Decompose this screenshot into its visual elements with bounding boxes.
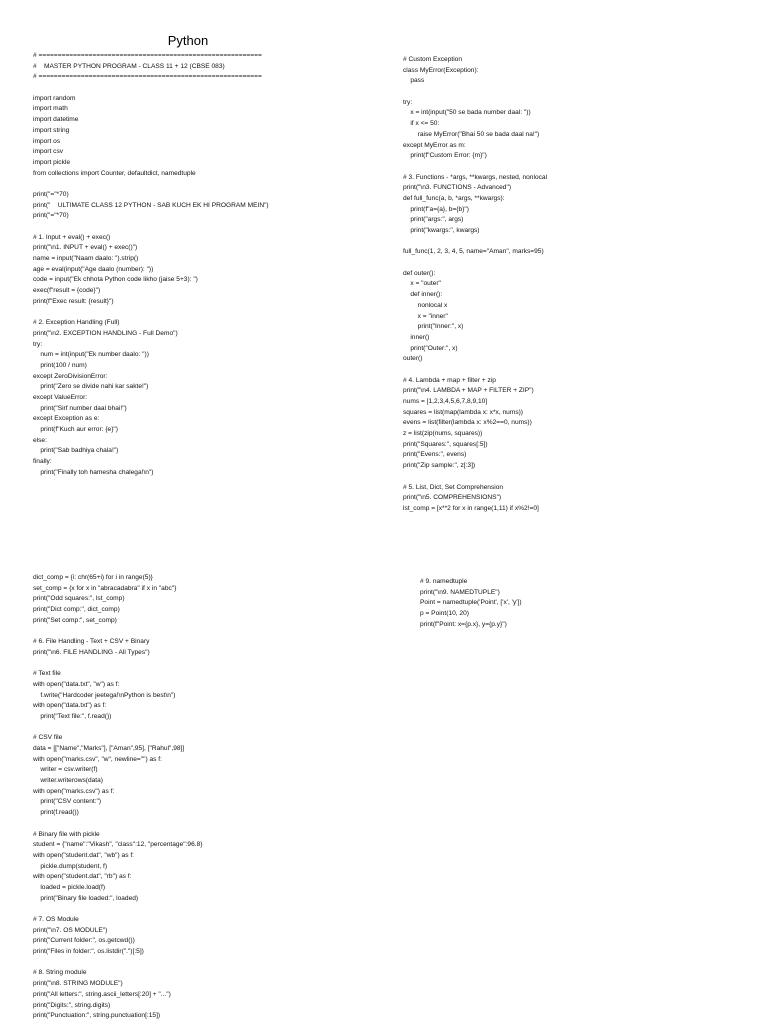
code-line <box>403 365 547 376</box>
code-line: print("kwargs:", kwargs) <box>403 227 480 234</box>
code-line: x = int(input("50 se bada number daal: ")) <box>403 109 531 117</box>
code-line: from collections import Counter, defaultdict, namedtuple <box>33 169 196 177</box>
code-line: exec(f"result = {code}") <box>33 287 101 295</box>
code-line: print("args:", args) <box>403 216 464 224</box>
code-line: with open("student.dat", "rb") as f: <box>33 873 132 881</box>
code-line: import csv <box>33 148 64 156</box>
code-line: squares = list(map(lambda x: x*x, nums)) <box>403 408 524 416</box>
code-line: print("Text file:", f.read()) <box>33 712 112 720</box>
code-line: age = eval(input("Age daalo (number): ")) <box>33 265 154 273</box>
code-line: nums = [1,2,3,4,5,6,7,8,9,10] <box>403 398 488 405</box>
code-line: print("\n8. STRING MODULE") <box>33 980 123 988</box>
code-line: print(f"Point: x={p.x}, y={p.y}") <box>420 620 507 628</box>
code-line: print("\n6. FILE HANDLING - All Types") <box>33 648 150 656</box>
code-line: print("Sab badhiya chala!") <box>33 447 119 455</box>
code-line <box>33 626 202 637</box>
code-line: writer = csv.writer(f) <box>33 766 98 774</box>
code-line: dict_comp = {i: chr(65+i) for i in range(5)} <box>33 574 153 581</box>
code-line: loaded = pickle.load(f) <box>33 883 106 891</box>
code-line: # 6. File Handling - Text + CSV + Binary <box>33 638 150 646</box>
code-line: import math <box>33 105 68 113</box>
code-line: # CSV file <box>33 734 63 742</box>
code-line: # 4. Lambda + map + filter + zip <box>403 376 496 384</box>
code-line: except MyError as m: <box>403 141 466 149</box>
code-line: print("Sirf number daal bhai!") <box>33 404 127 412</box>
code-line: def full_func(a, b, *args, **kwargs): <box>403 194 505 202</box>
code-line <box>33 723 202 734</box>
code-line: print("Inner:", x) <box>403 323 464 331</box>
code-line: evens = list(filter(lambda x: x%2==0, nums)) <box>403 419 532 427</box>
code-line: x = "inner" <box>403 312 448 320</box>
code-line: print("\n3. FUNCTIONS - Advanced") <box>403 184 512 192</box>
code-line: except ValueError: <box>33 394 88 401</box>
code-line: import os <box>33 137 61 145</box>
code-line <box>33 83 269 94</box>
code-line: try: <box>403 98 413 106</box>
code-line: # ========================================================== <box>33 52 262 59</box>
code-line: set_comp = {x for x in "abracadabra" if x in "abc"} <box>33 584 177 592</box>
code-line <box>403 258 547 269</box>
code-line: with open("data.txt") as f: <box>33 702 107 710</box>
code-line: else: <box>33 436 47 444</box>
page-title: Python <box>167 33 209 48</box>
code-line: nonlocal x <box>403 301 448 309</box>
code-line: print("All letters:", string.ascii_letters[:20] + "...") <box>33 990 171 998</box>
code-line: # ========================================================== <box>33 73 262 81</box>
code-line: print(f"Custom Error: {m}") <box>403 152 487 160</box>
code-line: # 5. List, Dict, Set Comprehension <box>403 483 504 491</box>
code-line: def outer(): <box>403 269 436 277</box>
code-line: # 9. namedtuple <box>420 578 468 585</box>
code-line: with open("student.dat", "wb") as f: <box>33 851 134 859</box>
code-line: print("Binary file loaded:", loaded) <box>33 894 139 902</box>
code-line: # Custom Exception <box>403 56 463 63</box>
code-line: print("Squares:", squares[:5]) <box>403 440 488 448</box>
code-line: print("Dict comp:", dict_comp) <box>33 606 120 614</box>
code-line: num = int(input("Ek number daalo: ")) <box>33 351 149 359</box>
code-line: with open("marks.csv", "w", newline="") as f: <box>33 755 162 763</box>
code-line <box>33 308 269 319</box>
code-line: raise MyError("Bhai 50 se bada daal na!") <box>403 130 540 138</box>
code-line <box>33 819 202 830</box>
code-line: # Text file <box>33 670 61 678</box>
code-line: # 1. Input + eval() + exec() <box>33 233 111 241</box>
code-line: # Binary file with pickle <box>33 830 100 838</box>
code-line: with open("marks.csv") as f: <box>33 787 115 795</box>
code-line <box>403 237 547 248</box>
code-line: print("\n5. COMPREHENSIONS") <box>403 494 502 502</box>
code-line: try: <box>33 340 43 348</box>
code-line: print("Punctuation:", string.punctuation[:15]) <box>33 1012 161 1020</box>
code-line: z = list(zip(nums, squares)) <box>403 430 483 438</box>
code-line: import datetime <box>33 116 79 124</box>
code-line: # 8. String module <box>33 969 87 977</box>
code-line: import string <box>33 126 70 134</box>
code-block-right-top <box>403 55 547 515</box>
code-line: full_func(1, 2, 3, 4, 5, name="Aman", marks=95) <box>403 248 544 256</box>
code-line: print("\n2. EXCEPTION HANDLING - Full Demo") <box>33 329 178 337</box>
code-line: print("\n4. LAMBDA + MAP + FILTER + ZIP") <box>403 387 534 395</box>
code-line: import pickle <box>33 158 71 166</box>
code-line: data = [["Name","Marks"], ["Aman",95], ["Rahul",98]] <box>33 745 185 752</box>
code-line: outer() <box>403 355 423 363</box>
code-line: print(" ULTIMATE CLASS 12 PYTHON - SAB KUCH EK HI PROGRAM MEIN") <box>33 201 269 209</box>
code-line: name = input("Naam daalo: ").strip() <box>33 255 139 263</box>
code-line <box>33 659 202 670</box>
code-line: def inner(): <box>403 291 443 299</box>
code-line: # 7. OS Module <box>33 916 79 923</box>
code-line: print("Zip sample:", z[:3]) <box>403 462 476 470</box>
code-line: print("Odd squares:", lst_comp) <box>33 595 125 603</box>
code-line: with open("data.txt", "w") as f: <box>33 680 120 688</box>
code-line: import random <box>33 94 76 102</box>
code-line: lst_comp = [x**2 for x in range(1,11) if x%2!=0] <box>403 504 539 512</box>
code-line <box>403 162 547 173</box>
code-line: print("Files in folder:", os.listdir(".")[:5]) <box>33 948 144 956</box>
code-line: except ZeroDivisionError: <box>33 372 108 380</box>
code-line <box>33 904 202 915</box>
code-line: print("Digits:", string.digits) <box>33 1001 111 1009</box>
code-line: print("Zero se divide nahi kar sakte!") <box>33 383 149 391</box>
code-line: f.write("Hardcoder jeetega!\nPython is best\n") <box>33 691 176 699</box>
code-line: pass <box>403 77 425 85</box>
code-line: inner() <box>403 333 430 341</box>
code-line: print("\n1. INPUT + eval() + exec()") <box>33 244 138 252</box>
code-line: x = "outer" <box>403 280 441 288</box>
code-line: except Exception as e: <box>33 415 100 423</box>
code-line: writer.writerows(data) <box>33 777 103 785</box>
code-line: print("Set comp:", set_comp) <box>33 616 117 624</box>
code-line: print(f"Exec result: {result}") <box>33 297 114 305</box>
code-line: student = {"name":"Vikash", "class":12, "percentage":96.8} <box>33 841 203 849</box>
code-line: print("Finally toh hamesha chalega!\n") <box>33 468 154 476</box>
code-line: finally: <box>33 458 52 466</box>
code-line: if x <= 50: <box>403 120 440 128</box>
code-line: print("\n7. OS MODULE") <box>33 926 108 934</box>
code-line: print(f"Kuch aur error: {e}") <box>33 426 118 434</box>
code-line: class MyError(Exception): <box>403 66 479 74</box>
code-line: print("Outer:", x) <box>403 344 458 352</box>
code-line <box>33 222 269 233</box>
code-line <box>33 179 269 190</box>
code-line: print("\n9. NAMEDTUPLE") <box>420 588 500 596</box>
code-block-left-bottom <box>33 573 202 1022</box>
code-line: # 2. Exception Handling (Full) <box>33 319 120 327</box>
code-block-right-bottom <box>420 577 522 630</box>
code-line: print("CSV content:") <box>33 798 102 806</box>
code-line: p = Point(10, 20) <box>420 610 469 618</box>
code-line: print("="*70) <box>33 190 69 198</box>
code-block-left-top <box>33 51 269 479</box>
code-line: print("="*70) <box>33 212 69 220</box>
code-line: pickle.dump(student, f) <box>33 862 108 870</box>
code-line <box>33 958 202 969</box>
code-line: print("Evens:", evens) <box>403 451 467 459</box>
code-line <box>403 472 547 483</box>
code-line: Point = namedtuple('Point', ['x', 'y']) <box>420 599 522 607</box>
code-line: # 3. Functions - *args, **kwargs, nested, nonlocal <box>403 173 548 181</box>
code-line <box>403 87 547 98</box>
code-line: print("Current folder:", os.getcwd()) <box>33 937 135 945</box>
code-line: code = input("Ek chhota Python code likho (jaise 5+3): ") <box>33 276 198 284</box>
code-line: print(100 / num) <box>33 361 87 369</box>
code-line: # MASTER PYTHON PROGRAM - CLASS 11 + 12 (CBSE 083) <box>33 62 225 70</box>
code-line: print(f.read()) <box>33 809 79 817</box>
code-line: print(f"a={a}, b={b}") <box>403 205 469 213</box>
